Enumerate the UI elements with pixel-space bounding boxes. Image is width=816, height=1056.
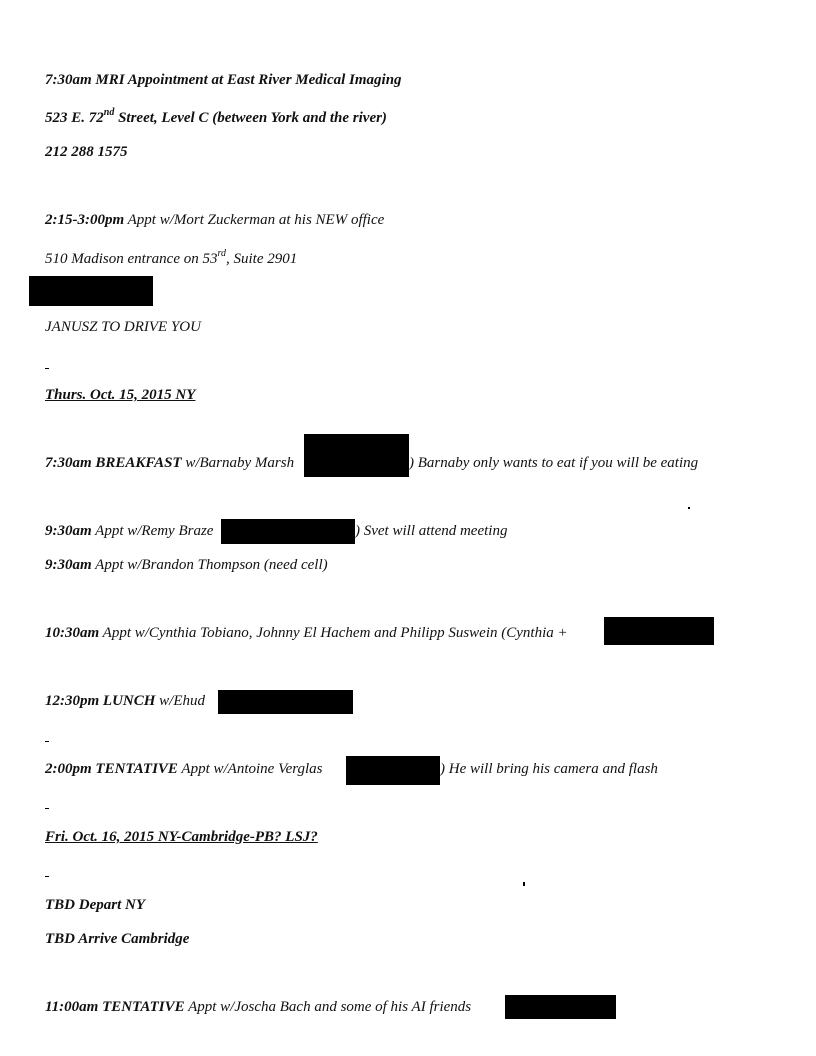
thursday-date-header: Thurs. Oct. 15, 2015 NY: [45, 387, 196, 403]
redaction-bar: [218, 690, 353, 714]
lunch-line: 12:30pm LUNCH w/Ehud: [45, 693, 206, 709]
stray-mark: [45, 876, 49, 877]
redaction-bar: [346, 756, 440, 785]
arrive-line: TBD Arrive Cambridge: [45, 931, 190, 947]
zuckerman-appointment-line: 2:15-3:00pm Appt w/Mort Zuckerman at his NEW office: [45, 212, 385, 228]
cynthia-appointment-line: 10:30am Appt w/Cynthia Tobiano, Johnny El Hachem and Philipp Suswein (Cynthia +: [45, 625, 568, 641]
bach-appointment-line: 11:00am TENTATIVE Appt w/Joscha Bach and some of his AI friends: [45, 999, 472, 1015]
stray-mark: [45, 808, 49, 809]
stray-mark: [523, 882, 525, 886]
redaction-bar: [604, 617, 714, 645]
antoine-appointment-line: 2:00pm TENTATIVE Appt w/Antoine Verglas: [45, 761, 323, 777]
brandon-appointment-line: 9:30am Appt w/Brandon Thompson (need cell): [45, 557, 328, 573]
stray-mark: [688, 507, 690, 509]
redaction-bar: [505, 995, 616, 1019]
mri-phone-line: 212 288 1575: [45, 144, 128, 160]
redaction-bar: [29, 276, 153, 306]
remy-appointment-line: 9:30am Appt w/Remy Braze: [45, 523, 214, 539]
friday-date-header: Fri. Oct. 16, 2015 NY-Cambridge-PB? LSJ?: [45, 829, 318, 845]
remy-appointment-continued: ) Svet will attend meeting: [355, 523, 508, 539]
redaction-bar: [221, 519, 355, 544]
stray-mark: [45, 741, 49, 742]
mri-appointment-line: 7:30am MRI Appointment at East River Medical Imaging: [45, 72, 402, 88]
antoine-appointment-continued: ) He will bring his camera and flash: [440, 761, 658, 777]
redaction-bar: [304, 434, 409, 477]
depart-line: TBD Depart NY: [45, 897, 145, 913]
mri-address-line: 523 E. 72nd Street, Level C (between York and the river): [45, 107, 387, 126]
zuckerman-address-line: 510 Madison entrance on 53rd, Suite 2901: [45, 248, 298, 267]
breakfast-line-continued: ) Barnaby only wants to eat if you will be eating: [409, 455, 699, 471]
driver-note-line: JANUSZ TO DRIVE YOU: [45, 319, 201, 335]
stray-mark: [45, 368, 49, 369]
breakfast-line: 7:30am BREAKFAST w/Barnaby Marsh: [45, 455, 295, 471]
